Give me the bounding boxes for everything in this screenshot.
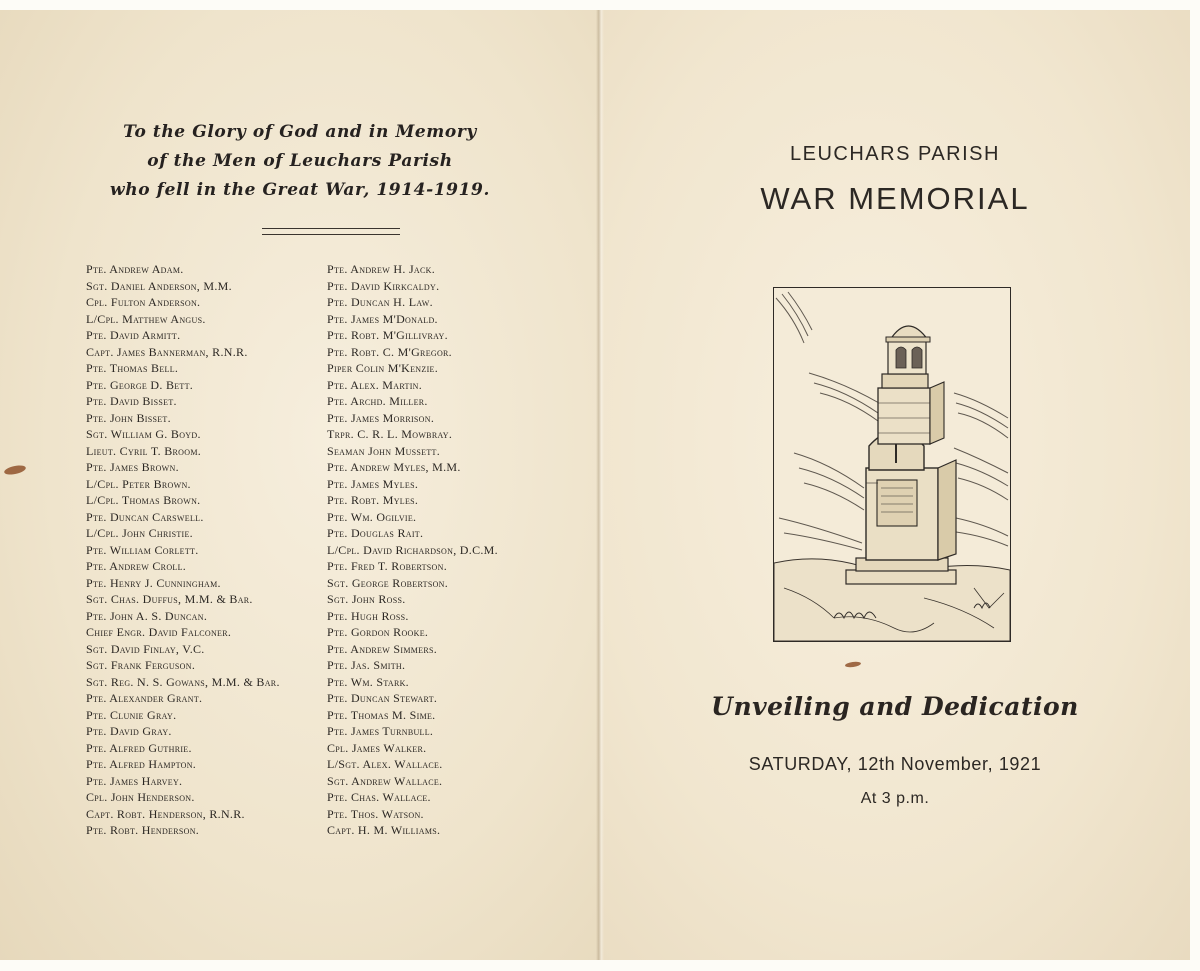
fallen-name: Cpl. James Walker. — [327, 740, 427, 755]
fallen-name: Pte. James Morrison. — [327, 410, 435, 425]
memorial-tower-drawing — [774, 288, 1010, 641]
fallen-name: Pte. Henry J. Cunningham. — [86, 575, 221, 590]
names-column-1 — [86, 261, 280, 839]
fallen-name: Trpr. C. R. L. Mowbray. — [327, 427, 453, 441]
fallen-name: Sgt. Frank Ferguson. — [86, 658, 196, 672]
fallen-name: Sgt. William G. Boyd. — [86, 427, 201, 441]
fallen-name: Pte. Andrew Croll. — [86, 559, 187, 573]
fallen-name: Sgt. George Robertson. — [327, 575, 449, 590]
fallen-name: Pte. Duncan Carswell. — [86, 509, 204, 524]
fallen-name: Capt. Robt. Henderson, R.N.R. — [86, 806, 245, 821]
fallen-name: Pte. James M'Donald. — [327, 311, 438, 326]
fallen-name: Pte. David Gray. — [86, 724, 172, 738]
fallen-name: Sgt. Chas. Duffus, M.M. & Bar. — [86, 592, 253, 606]
fallen-name: Seaman John Mussett. — [327, 443, 441, 458]
parish-title: LEUCHARS PARISH — [790, 143, 1000, 165]
fallen-name: Pte. Andrew Adam. — [86, 262, 184, 276]
fallen-name: Pte. Thos. Watson. — [327, 806, 424, 821]
fallen-name: Pte. Alfred Hampton. — [86, 757, 197, 771]
fallen-name: Pte. Thomas Bell. — [86, 361, 179, 375]
fallen-name: Pte. George D. Bett. — [86, 377, 194, 392]
fallen-name: L/Cpl. Matthew Angus. — [86, 311, 206, 326]
fallen-name: Lieut. Cyril T. Broom. — [86, 443, 202, 458]
event-date: SATURDAY, 12th November, 1921 — [748, 754, 1042, 774]
fallen-name: Pte. Jas. Smith. — [327, 658, 406, 672]
fallen-name: Piper Colin M'Kenzie. — [327, 361, 439, 375]
fallen-name: Sgt. Daniel Anderson, M.M. — [86, 278, 232, 293]
fallen-name: Pte. James Turnbull. — [327, 724, 434, 738]
fallen-name: Pte. James Harvey. — [86, 773, 183, 788]
fallen-name: Pte. Douglas Rait. — [327, 526, 424, 540]
fallen-name: Chief Engr. David Falconer. — [86, 625, 232, 639]
fallen-name: Pte. Alexander Grant. — [86, 691, 203, 705]
fallen-name: Sgt. John Ross. — [327, 592, 406, 606]
fallen-name: Capt. James Bannerman, R.N.R. — [86, 344, 248, 359]
fallen-name: Pte. John A. S. Duncan. — [86, 608, 208, 623]
fallen-name: Pte. Robt. Myles. — [327, 493, 419, 507]
fallen-name: Pte. Robt. C. M'Gregor. — [327, 344, 452, 359]
fallen-name: Pte. Wm. Ogilvie. — [327, 509, 417, 524]
fallen-name: Pte. Robt. Henderson. — [86, 823, 200, 837]
fallen-name: Pte. Hugh Ross. — [327, 608, 409, 623]
fallen-name: Cpl. John Henderson. — [86, 790, 195, 804]
fallen-name: Pte. Fred T. Robertson. — [327, 559, 447, 573]
dedication-line: of the Men of Leuchars Parish — [147, 151, 453, 171]
fallen-name: L/Cpl. Peter Brown. — [86, 476, 191, 491]
fallen-name: Pte. Thomas M. Sime. — [327, 707, 436, 722]
fallen-name: Pte. John Bisset. — [86, 410, 171, 425]
fallen-name: L/Cpl. David Richardson, D.C.M. — [327, 542, 498, 557]
fallen-name: Pte. Andrew Myles, M.M. — [327, 460, 461, 474]
fallen-name: Pte. William Corlett. — [86, 542, 199, 557]
fallen-name: Pte. David Armitt. — [86, 328, 181, 342]
scan-background — [0, 960, 1200, 971]
fallen-name: Pte. David Bisset. — [86, 394, 177, 408]
dedication-line: To the Glory of God and in Memory — [123, 122, 477, 142]
unveiling-heading: Unveiling and Dedication — [711, 692, 1079, 721]
fallen-name: Pte. Archd. Miller. — [327, 394, 428, 408]
fallen-name: L/Sgt. Alex. Wallace. — [327, 757, 443, 771]
fallen-name: Pte. James Myles. — [327, 476, 419, 491]
scan-background — [0, 0, 1200, 10]
fallen-name: L/Cpl. Thomas Brown. — [86, 493, 201, 507]
fallen-name: Cpl. Fulton Anderson. — [86, 295, 201, 309]
fallen-name: Sgt. Reg. N. S. Gowans, M.M. & Bar. — [86, 674, 280, 689]
memorial-illustration — [773, 287, 1011, 642]
fallen-name: L/Cpl. John Christie. — [86, 526, 193, 540]
fallen-name: Pte. Alex. Martin. — [327, 377, 423, 392]
fallen-name: Pte. Duncan Stewart. — [327, 691, 438, 705]
dedication-text — [80, 118, 520, 205]
fallen-name: Pte. James Brown. — [86, 460, 179, 474]
fallen-name: Capt. H. M. Williams. — [327, 823, 441, 837]
fallen-name: Pte. Chas. Wallace. — [327, 790, 431, 804]
fallen-name: Pte. Robt. M'Gillivray. — [327, 328, 448, 342]
fallen-name: Sgt. David Finlay, V.C. — [86, 641, 205, 656]
names-column-2 — [327, 261, 498, 839]
fallen-name: Sgt. Andrew Wallace. — [327, 773, 443, 788]
fallen-name: Pte. David Kirkcaldy. — [327, 278, 440, 293]
event-time: At 3 p.m. — [860, 790, 930, 807]
fallen-name: Pte. Alfred Guthrie. — [86, 740, 192, 755]
dedication-line: who fell in the Great War, 1914-1919. — [110, 180, 490, 200]
scan-background — [1190, 0, 1200, 971]
fallen-name: Pte. Clunie Gray. — [86, 707, 177, 722]
fallen-name: Pte. Gordon Rooke. — [327, 625, 429, 639]
fallen-name: Pte. Andrew H. Jack. — [327, 262, 436, 276]
fallen-name: Pte. Andrew Simmers. — [327, 641, 438, 656]
fallen-name: Pte. Wm. Stark. — [327, 674, 409, 689]
fallen-name: Pte. Duncan H. Law. — [327, 295, 433, 309]
double-rule-divider — [262, 228, 400, 235]
memorial-title: WAR MEMORIAL — [760, 181, 1030, 216]
